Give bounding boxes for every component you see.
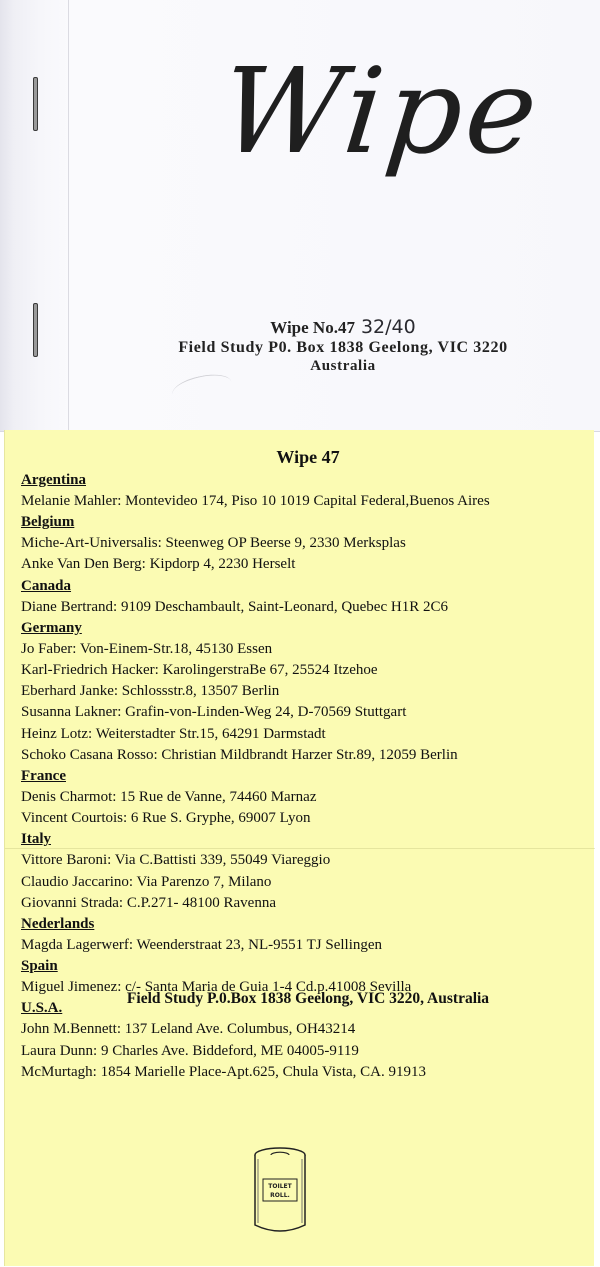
country-heading: France — [21, 768, 66, 785]
address-entry: Melanie Mahler: Montevideo 174, Piso 10 1019 Capital Federal,Buenos Aires — [21, 493, 490, 509]
country-heading: Germany — [21, 619, 82, 636]
cover-country: Australia — [310, 358, 376, 374]
address-entry: Miche-Art-Universalis: Steenweg OP Beerse 9, 2330 Merksplas — [21, 535, 406, 552]
country-heading: Canada — [21, 577, 72, 594]
address-entry: Vittore Baroni: Via C.Battisti 339, 55049 Viareggio — [21, 852, 331, 869]
address-entry: Susanna Lakner: Grafin-von-Linden-Weg 24, D-70569 Stuttgart — [21, 704, 407, 721]
cover-title: Wipe — [214, 42, 548, 180]
country-heading: Italy — [21, 831, 51, 848]
cover-address: Field Study P0. Box 1838 Geelong, VIC 3220 — [178, 339, 508, 356]
handwritten-copy-number: 32/40 — [360, 316, 416, 338]
address-list-sheet — [4, 430, 594, 1266]
address-entry: Diane Bertrand: 9109 Deschambault, Saint-Leonard, Quebec H1R 2C6 — [21, 598, 448, 615]
address-entry: Miguel Jimenez: c/- Santa Maria de Guia 1-4 Cd.p.41008 Sevilla — [21, 979, 412, 996]
country-heading: Nederlands — [21, 916, 95, 933]
address-entry: Heinz Lotz: Weiterstadter Str.15, 64291 Darmstadt — [21, 725, 326, 742]
staple-top — [33, 77, 38, 131]
roll-label-bottom: ROLL. — [270, 1192, 290, 1199]
address-entry: Laura Dunn: 9 Charles Ave. Biddeford, ME 04005-9119 — [21, 1042, 359, 1059]
address-entry: Giovanni Strada: C.P.271- 48100 Ravenna — [21, 894, 276, 911]
address-entry: Anke Van Den Berg: Kipdorp 4, 2230 Herselt — [21, 556, 296, 573]
pencil-smudge — [170, 370, 234, 406]
country-heading: U.S.A. — [21, 1000, 63, 1017]
address-entry: McMurtagh: 1854 Marielle Place-Apt.625, Chula Vista, CA. 91913 — [21, 1063, 427, 1080]
address-entry: Denis Charmot: 15 Rue de Vanne, 74460 Marnaz — [21, 789, 317, 806]
address-entry: Magda Lagerwerf: Weenderstraat 23, NL-9551 TJ Sellingen — [21, 937, 383, 954]
roll-label-top: TOILET — [268, 1183, 292, 1190]
address-entry: Jo Faber: Von-Einem-Str.18, 45130 Essen — [21, 640, 273, 657]
issue-label: Wipe No.47 — [270, 318, 355, 337]
booklet-cover — [0, 0, 600, 432]
address-entry: Karl-Friedrich Hacker: KarolingerstraBe 67, 25524 Itzehoe — [21, 662, 378, 679]
address-entry: Vincent Courtois: 6 Rue S. Gryphe, 69007 Lyon — [21, 810, 311, 827]
sheet-footer-address: Field Study P.0.Box 1838 Geelong, VIC 3220, Australia — [126, 990, 490, 1007]
country-heading: Belgium — [21, 514, 75, 531]
address-entry: Schoko Casana Rosso: Christian Mildbrandt Harzer Str.89, 12059 Berlin — [21, 746, 458, 763]
address-entry: John M.Bennett: 137 Leland Ave. Columbus, OH43214 — [21, 1021, 356, 1038]
cover-issue-line — [0, 316, 600, 338]
country-heading: Argentina — [21, 472, 86, 488]
toilet-roll-icon — [250, 1145, 310, 1237]
address-entry: Claudio Jaccarino: Via Parenzo 7, Milano — [21, 873, 272, 890]
sheet-title: Wipe 47 — [276, 447, 340, 467]
address-entry: Eberhard Janke: Schlossstr.8, 13507 Berlin — [21, 683, 280, 700]
country-heading: Spain — [21, 958, 58, 975]
